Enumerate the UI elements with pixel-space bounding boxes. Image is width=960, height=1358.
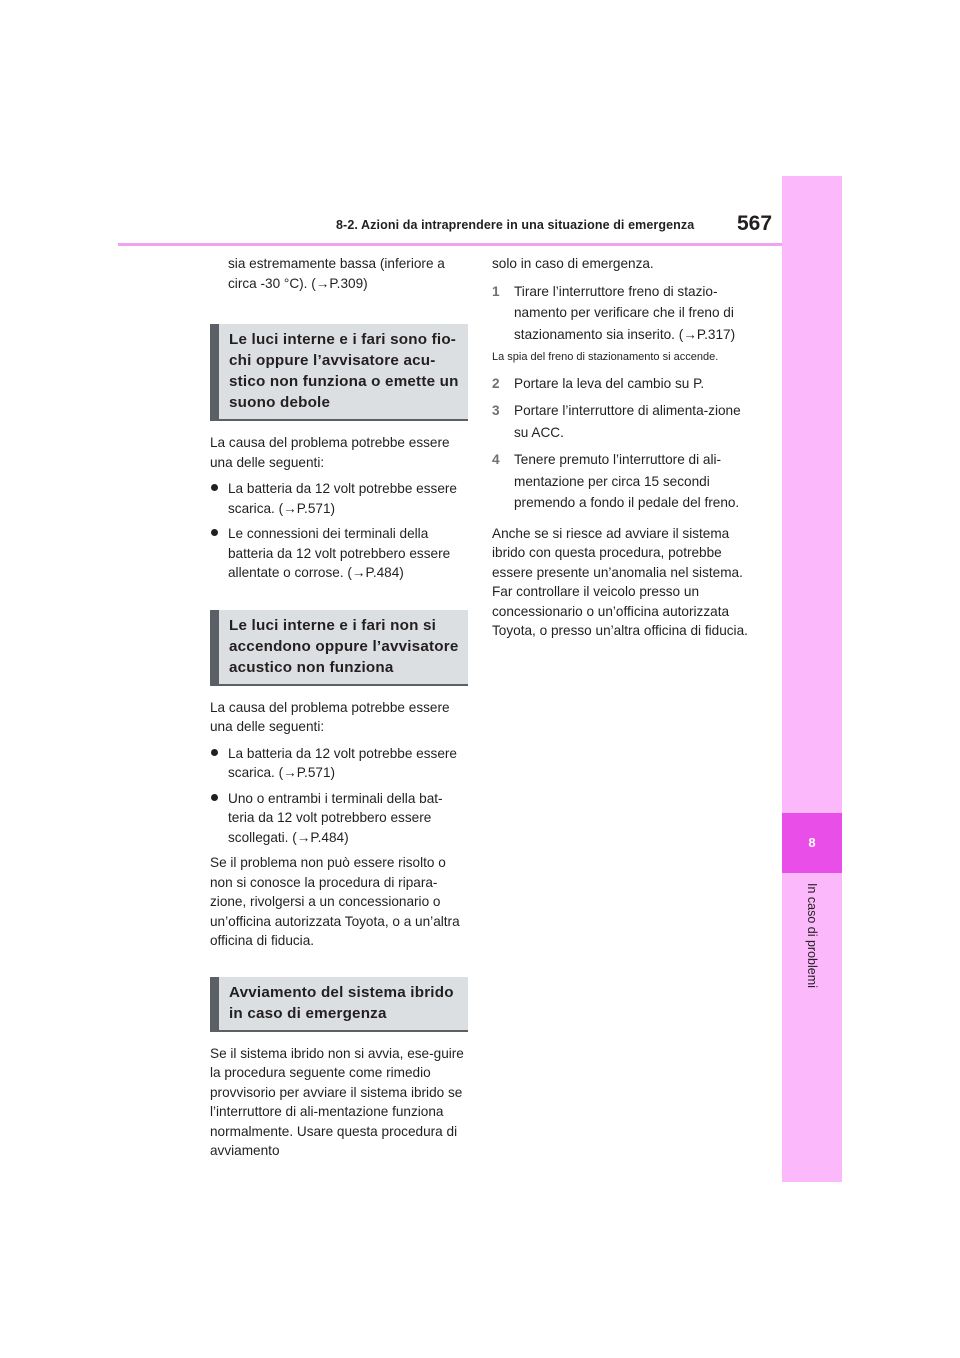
closing-paragraph: Anche se si riesce ad avviare il sistema ibrido con questa procedura, potrebbe essere presente un’anomalia nel sistema. Far controllare il veicolo presso un concessionario o un’officina autorizzata Toyota, o presso un’altra officina di fiducia.	[492, 525, 748, 638]
chapter-number: 8	[808, 835, 816, 850]
section3-intro: Se il sistema ibrido non si avvia, ese-guire la procedura seguente come rimedio provvisorio per avviare il sistema ibrido se l’interruttore di ali-mentazione funziona normalmente. Usare questa procedura di avviamento	[210, 1045, 464, 1158]
step-text: Tenere premuto l’interruttore di ali-mentazione per circa 15 secondi premendo a fondo il pedale del freno.	[514, 452, 740, 510]
chapter-number-box	[782, 813, 842, 873]
chapter-tab	[782, 176, 842, 1182]
list-item	[210, 524, 468, 583]
step-item	[492, 373, 750, 395]
bullet-text: Le connessioni dei terminali della batteria da 12 volt potrebbero essere allentate o corrose. (→P.484)	[228, 526, 451, 580]
bullet-text: La batteria da 12 volt potrebbe essere scarica. (→P.571)	[228, 481, 457, 516]
bullet-text: Uno o entrambi i terminali della bat-teria da 12 volt potrebbero essere scollegati. (→P.484)	[228, 790, 443, 845]
step-text: Portare l’interruttore di alimenta-zione su ACC.	[514, 403, 741, 440]
step-item	[492, 400, 750, 443]
section2-intro: La causa del problema potrebbe essere una delle seguenti:	[210, 699, 450, 734]
section1-intro: La causa del problema potrebbe essere una delle seguenti:	[210, 435, 450, 470]
bullet-icon	[211, 749, 218, 756]
step-text: Tirare l’interruttore freno di stazio-namento per verificare che il freno di stazionamento sia inserito. (→P.317)	[514, 283, 736, 342]
bullet-icon	[211, 794, 218, 801]
list-item	[210, 789, 468, 848]
list-item	[210, 479, 468, 518]
step-note: La spia del freno di stazionamento si accende.	[492, 351, 719, 363]
step-text: Portare la leva del cambio su P.	[514, 375, 705, 391]
bullet-icon	[211, 529, 218, 536]
right-column	[492, 254, 750, 648]
heading-weak-lights: Le luci interne e i fari sono fio-chi oppure l’avvisatore acu-stico non funziona o emette un suono debole	[210, 324, 468, 421]
intro-continuation: sia estremamente bassa (inferiore a circa -30 °C). (→P.309)	[228, 256, 445, 291]
list-item	[210, 744, 468, 783]
left-column	[210, 254, 468, 1168]
section-title: 8-2. Azioni da intraprendere in una situazione di emergenza	[336, 218, 695, 232]
step-item	[492, 449, 750, 514]
bullet-text: La batteria da 12 volt potrebbe essere scarica. (→P.571)	[228, 745, 457, 780]
bullet-icon	[211, 484, 218, 491]
intro-continuation: solo in caso di emergenza.	[492, 256, 654, 271]
heading-emergency-start: Avviamento del sistema ibrido in caso di emergenza	[210, 977, 468, 1032]
page-number: 567	[737, 212, 773, 235]
heading-no-lights: Le luci interne e i fari non si accendono oppure l’avvisatore acustico non funziona	[210, 610, 468, 686]
chapter-label: In caso di problemi	[805, 883, 819, 988]
step-number: 4	[492, 452, 500, 467]
step-item	[492, 281, 750, 346]
step-number: 3	[492, 403, 500, 418]
step-number: 1	[492, 283, 500, 299]
section2-closing: Se il problema non può essere risolto o non si conosce la procedura di ripara-zione, rivolgersi a un concessionario o un’officina autorizzata Toyota, o a un’altra officina di fiducia.	[210, 855, 460, 948]
header-rule	[118, 243, 782, 246]
step-number: 2	[492, 375, 500, 391]
